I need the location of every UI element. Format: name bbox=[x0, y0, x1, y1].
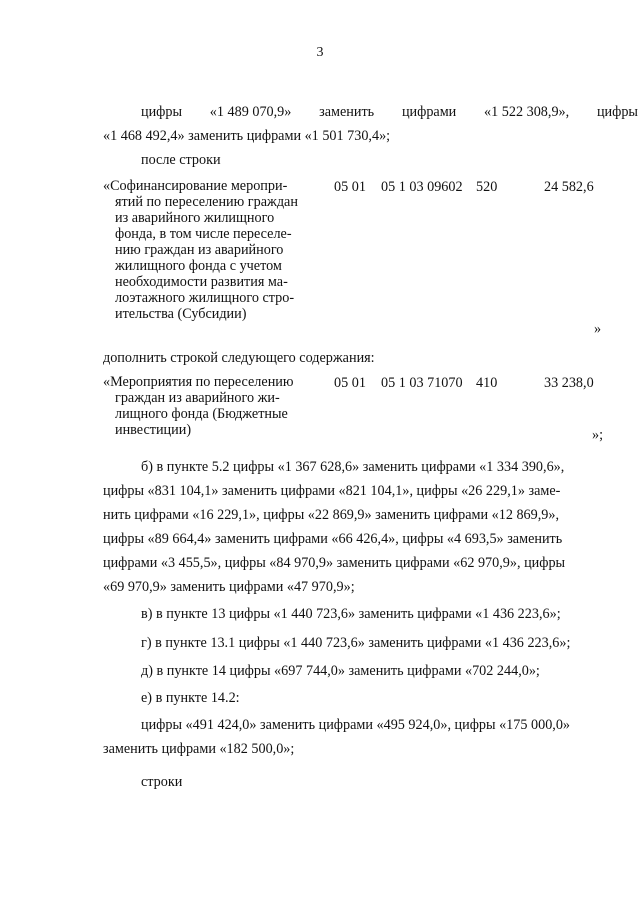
intro-word: цифры bbox=[141, 104, 183, 120]
item-b-line: нить цифрами «16 229,1», цифры «22 869,9» заменить цифрами «12 869,9», bbox=[103, 507, 560, 523]
name-line: фонда, в том числе переселе- bbox=[115, 226, 292, 242]
item-e-line: цифры «491 424,0» заменить цифрами «495 924,0», цифры «175 000,0» bbox=[141, 717, 571, 733]
intro-word: цифры bbox=[596, 104, 638, 120]
row-2-close-quote: »; bbox=[592, 427, 604, 443]
name-line: лищного фонда (Бюджетные bbox=[115, 406, 288, 422]
item-e-heading: е) в пункте 14.2: bbox=[141, 690, 240, 706]
name-line: из аварийного жилищного bbox=[115, 210, 275, 226]
row-1-section: 05 01 bbox=[334, 179, 366, 195]
name-line: нию граждан из аварийного bbox=[115, 242, 284, 258]
row-2-section: 05 01 bbox=[334, 375, 366, 391]
intro-line-2: «1 468 492,4» заменить цифрами «1 501 730,4»; bbox=[103, 128, 391, 144]
after-row-text: после строки bbox=[141, 152, 221, 168]
row-1-close-quote: » bbox=[594, 321, 602, 337]
item-d: д) в пункте 14 цифры «697 744,0» заменить цифрами «702 244,0»; bbox=[141, 663, 540, 679]
item-b-line: цифры «831 104,1» заменить цифрами «821 104,1», цифры «26 229,1» заме- bbox=[103, 483, 561, 499]
row-1-target: 05 1 03 09602 bbox=[381, 179, 463, 195]
intro-word: цифрами bbox=[401, 104, 457, 120]
intro-word: заменить bbox=[319, 104, 375, 120]
row-1-amount: 24 582,6 bbox=[544, 179, 594, 195]
item-g: г) в пункте 13.1 цифры «1 440 723,6» заменить цифрами «1 436 223,6»; bbox=[141, 635, 571, 651]
row-1-name bbox=[103, 178, 298, 322]
name-line: «Мероприятия по переселению bbox=[103, 374, 294, 390]
item-v: в) в пункте 13 цифры «1 440 723,6» заменить цифрами «1 436 223,6»; bbox=[141, 606, 561, 622]
item-b-line: цифрами «3 455,5», цифры «84 970,9» заменить цифрами «62 970,9», цифры bbox=[103, 555, 566, 571]
name-line: ительства (Субсидии) bbox=[115, 306, 247, 322]
item-e-line: заменить цифрами «182 500,0»; bbox=[103, 741, 295, 757]
rows-word: строки bbox=[141, 774, 183, 790]
row-2-type: 410 bbox=[476, 375, 498, 391]
name-line: «Софинансирование меропри- bbox=[103, 178, 288, 194]
row-2-name bbox=[103, 374, 293, 438]
intro-line-1 bbox=[141, 103, 638, 121]
row-2-amount: 33 238,0 bbox=[544, 375, 594, 391]
item-b-line: «69 970,9» заменить цифрами «47 970,9»; bbox=[103, 579, 355, 595]
page-number: 3 bbox=[316, 45, 324, 60]
name-line: жилищного фонда с учетом bbox=[115, 258, 282, 274]
name-line: граждан из аварийного жи- bbox=[115, 390, 280, 406]
name-line: лоэтажного жилищного стро- bbox=[115, 290, 295, 306]
add-row-text: дополнить строкой следующего содержания: bbox=[103, 350, 375, 366]
intro-word: «1 522 308,9», bbox=[484, 104, 570, 120]
item-b-line: б) в пункте 5.2 цифры «1 367 628,6» заменить цифрами «1 334 390,6», bbox=[141, 459, 565, 475]
item-b-line: цифры «89 664,4» заменить цифрами «66 426,4», цифры «4 693,5» заменить bbox=[103, 531, 563, 547]
intro-word: «1 489 070,9» bbox=[209, 104, 292, 120]
name-line: необходимости развития ма- bbox=[115, 274, 288, 290]
name-line: ятий по переселению граждан bbox=[115, 194, 298, 210]
row-2-target: 05 1 03 71070 bbox=[381, 375, 463, 391]
name-line: инвестиции) bbox=[115, 422, 192, 438]
row-1-type: 520 bbox=[476, 179, 498, 195]
